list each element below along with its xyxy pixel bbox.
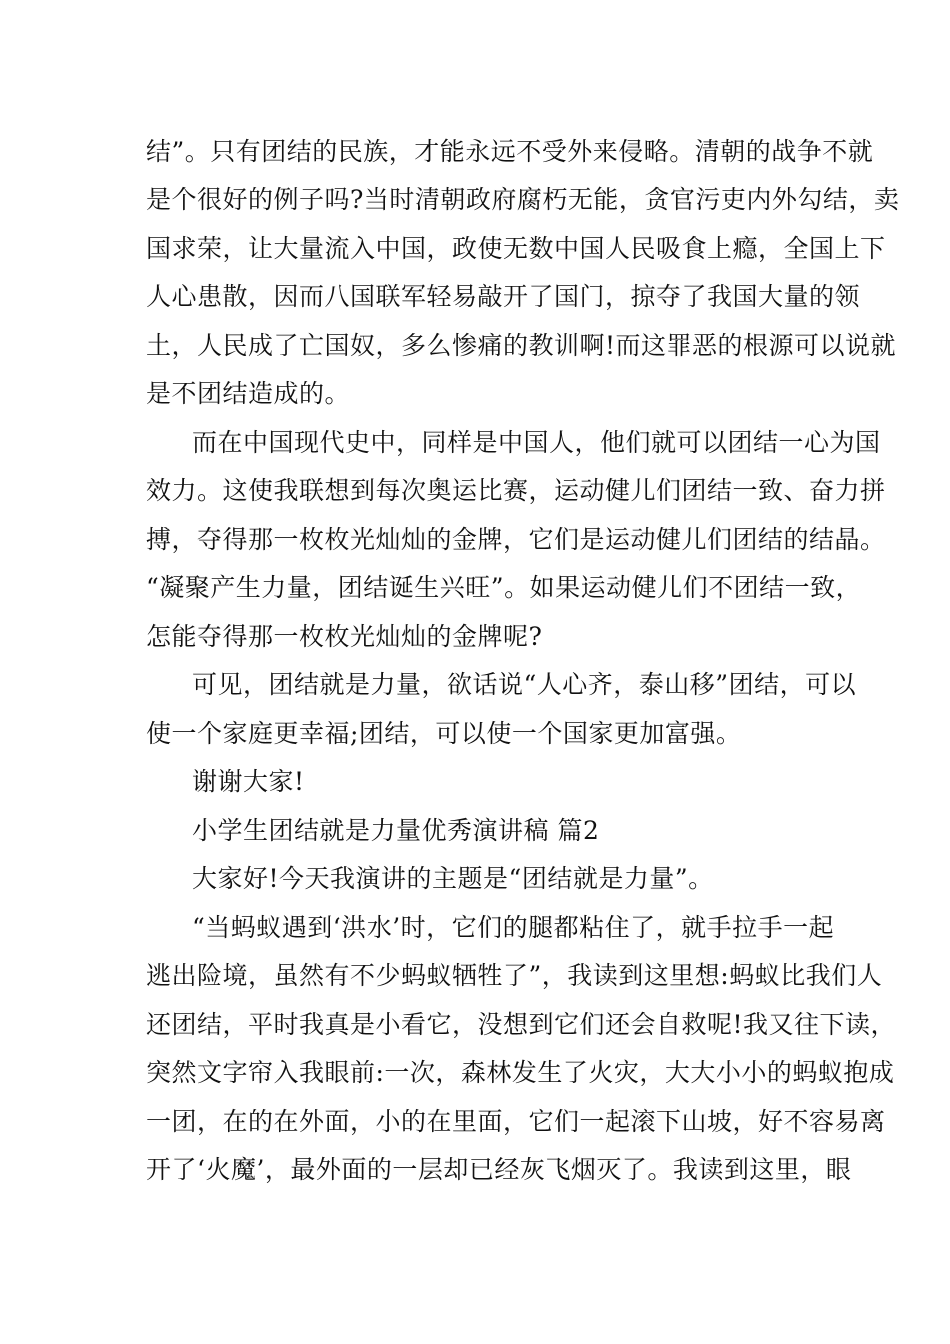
text-line: 是不团结造成的。 [146,379,351,408]
text-line: 国求荣，让大量流入中国，政使无数中国人民吸食上瘾，全国上下 [146,234,886,263]
section-heading: 小学生团结就是力量优秀演讲稿 篇2 [192,816,600,845]
text-line: 土，人民成了亡国奴，多么惨痛的教训啊!而这罪恶的根源可以说就 [146,331,897,360]
paragraph-first-line: “当蚂蚁遇到‘洪水’时，它们的腿都粘住了，就手拉手一起 [192,913,835,942]
text-line: 结”。只有团结的民族，才能永远不受外来侵略。清朝的战争不就 [146,137,874,166]
text-line: 效力。这使我联想到每次奥运比赛，运动健儿们团结一致、奋力拼 [146,476,886,505]
paragraph-first-line: 而在中国现代史中，同样是中国人，他们就可以团结一心为国 [192,428,881,457]
paragraph-first-line: 可见，团结就是力量，欲话说“人心齐，泰山移”团结，可以 [192,670,857,699]
text-line: 突然文字帘入我眼前:一次，森林发生了火灾，大大小小的蚂蚁抱成 [146,1058,895,1087]
text-line: 开了‘火魔’，最外面的一层却已经灰飞烟灭了。我读到这里，眼 [146,1155,852,1184]
text-line: 怎能夺得那一枚枚光灿灿的金牌呢? [146,622,543,651]
greeting-line: 大家好!今天我演讲的主题是“团结就是力量”。 [192,864,714,893]
closing-line: 谢谢大家! [192,767,305,796]
text-line: 还团结，平时我真是小看它，没想到它们还会自救呢!我又往下读， [146,1010,897,1039]
text-line: 一团，在的在外面，小的在里面，它们一起滚下山坡，好不容易离 [146,1107,886,1136]
text-line: “凝聚产生力量，团结诞生兴旺”。如果运动健儿们不团结一致， [146,573,862,602]
text-line: 人心患散，因而八国联军轻易敲开了国门，掠夺了我国大量的领 [146,282,861,311]
text-line: 是个很好的例子吗?当时清朝政府腐朽无能，贪官污吏内外勾结，卖 [146,185,900,214]
text-line: 搏，夺得那一枚枚光灿灿的金牌，它们是运动健儿们团结的结晶。 [146,525,886,554]
text-line: 逃出险境，虽然有不少蚂蚁牺牲了”，我读到这里想:蚂蚁比我们人 [146,961,883,990]
text-line: 使一个家庭更幸福;团结，可以使一个国家更加富强。 [146,719,742,748]
